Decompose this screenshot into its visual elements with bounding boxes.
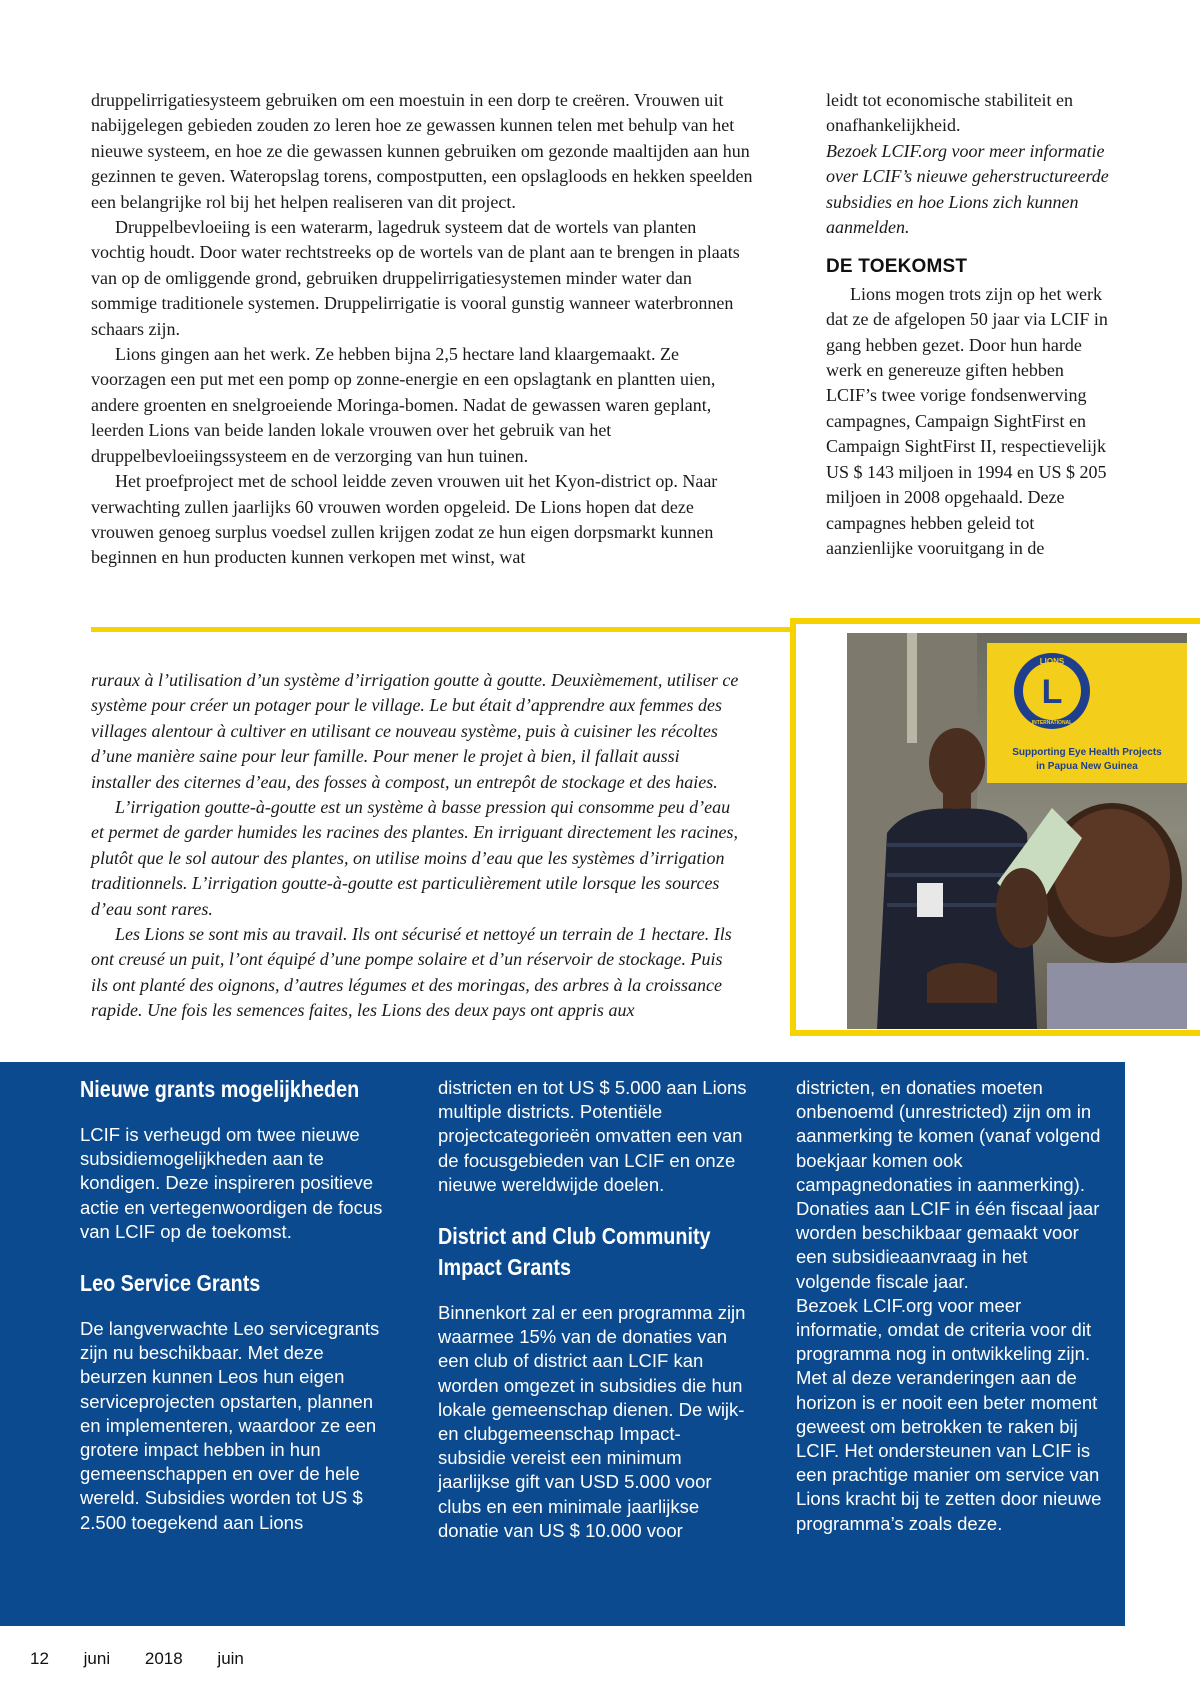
nl-right-visit-note: Bezoek LCIF.org voor meer informatie over LCIF’s nieuwe geherstructureerde subsidies en hoe Lions zich kunnen aanmelden. xyxy=(826,140,1109,238)
panel-text-donations: districten, en donaties moeten onbenoemd (unrestricted) zijn om in aanmerking te komen (vanaf volgend boekjaar komen ook campagnedonaties in aanmerking). Donaties aan LCIF in één fiscaal jaar worden beschikbaar gemaakt voor een subsidieaanvraag in het volgende fiscale jaar. xyxy=(796,1077,1101,1292)
panel-text-leo: De langverwachte Leo servicegrants zijn nu beschikbaar. Met deze beurzen kunnen Leos hun eigen serviceprojecten opstarten, plannen en implementeren, waardoor ze een grotere impact hebben in hun gemeenschappen en over de hele wereld. Subsidies worden tot US $ 2.500 toegekend aan Lions xyxy=(80,1318,380,1533)
panel-text-visit: Bezoek LCIF.org voor meer informatie, omdat de criteria voor dit programma nog in ontwikkeling zijn. xyxy=(796,1294,1092,1365)
photo-illustration xyxy=(847,633,1187,1029)
fr-paragraph-2: L’irrigation goutte-à-goutte est un système à basse pression qui consomme peu d’eau et permet de garder humides les racines des plantes. En irriguant directement les racines, plutôt que le sol autour des plantes, on utilise moins d’eau que les systèmes d’irrigation traditionnels. L’irrigation goutte-à-goutte est particulièrement utile lorsque les sources d’eau sont rares. xyxy=(91,797,739,919)
nl-right-intro: leidt tot economische stabiliteit en onafhankelijkheid. xyxy=(826,90,1073,136)
nl-right-body: Lions mogen trots zijn op het werk dat ze de afgelopen 50 jaar via LCIF in gang hebben gezet. Door hun harde werk en genereuze giften hebben LCIF’s twee vorige fondsenwerving campagnes, Campaign SightFirst en Campaign SightFirst II, respectievelijk US $ 143 miljoen in 1994 en US $ 205 miljoen in 2008 opgehaald. Deze campagnes hebben geleid tot aanzienlijke vooruitgang in de xyxy=(826,283,1108,558)
yellow-divider-rule xyxy=(91,627,791,632)
panel-heading-new-grants: Nieuwe grants mogelijkheden xyxy=(80,1076,360,1102)
nl-paragraph-1: druppelirrigatiesysteem gebruiken om een moestuin in een dorp te creëren. Vrouwen uit nabijgelegen gebieden zouden zo leren hoe ze gewassen kunnen telen met behulp van het nieuwe systeem, en hoe ze die gewassen kunnen gebruiken om gezonde maaltijden aan hun gezinnen te geven. Wateropslag torens, compostputten, een opslagloods en hekken speelden een belangrijke rol bij het helpen realiseren van dit project. xyxy=(91,90,753,212)
panel-column-1 xyxy=(80,1074,390,1535)
nl-paragraph-3: Lions gingen aan het werk. Ze hebben bijna 2,5 hectare land klaargemaakt. Ze voorzagen een put met een pomp op zonne-energie en een opslagtank en plantten uien, andere groenten en snelgroeiende Moringa-bomen. Nadat de gewassen waren geplant, leerden Lions van beide landen lokale vrouwen over het gebruik van het druppelbevloeiingssysteem en de verzorging van hun tuinen. xyxy=(91,344,716,466)
page-number: 12 xyxy=(30,1649,49,1668)
grants-info-panel xyxy=(0,1062,1125,1626)
panel-text-closing: Met al deze veranderingen aan de horizon is er nooit een beter moment geweest om betrokken te raken bij LCIF. Het ondersteunen van LCIF is een prachtige manier om service van Lions kracht bij te zetten door nieuwe programma’s zoals deze. xyxy=(796,1367,1102,1534)
footer-year: 2018 xyxy=(144,1649,183,1668)
svg-text:L: L xyxy=(1041,673,1063,711)
panel-column-2 xyxy=(438,1076,748,1543)
nl-paragraph-4: Het proefproject met de school leidde zeven vrouwen uit het Kyon-district op. Naar verwachting zullen jaarlijks 60 vrouwen worden opgeleid. De Lions hopen dat deze vrouwen genoeg surplus voedsel zullen krijgen zodat ze hun eigen dorpsmarkt kunnen beginnen en hun producten kunnen verkopen met winst, wat xyxy=(91,471,718,568)
panel-text-community-impact: Binnenkort zal er een programma zijn waarmee 15% van de donaties van een club of district aan LCIF kan worden omgezet in subsidies die hun lokale gemeenschap dienen. De wijk- en clubgemeenschap Impact-subsidie vereist een minimum jaarlijkse gift van USD 5.000 voor clubs en een minimale jaarlijkse donatie van US $ 10.000 voor xyxy=(438,1302,746,1541)
section-heading-future: DE TOEKOMST xyxy=(826,256,968,278)
footer-month-nl: juni xyxy=(83,1649,111,1668)
svg-text:INTERNATIONAL: INTERNATIONAL xyxy=(1031,720,1073,726)
photo-lions-eye-health xyxy=(847,633,1187,1029)
banner-text-line-2: in Papua New Guinea xyxy=(1036,761,1138,772)
panel-heading-community-impact: District and Club Community Impact Grants xyxy=(438,1223,711,1281)
panel-text-districts: districten en tot US $ 5.000 aan Lions multiple districts. Potentiële projectcategorieën omvatten een van de focusgebieden van LCIF en onze nieuwe wereldwijde doelen. xyxy=(438,1077,747,1195)
svg-text:LIONS: LIONS xyxy=(1039,657,1065,666)
panel-column-3 xyxy=(796,1076,1106,1536)
lions-banner xyxy=(987,643,1187,783)
dutch-article-left-column xyxy=(91,88,753,571)
banner-text-line-1: Supporting Eye Health Projects xyxy=(1012,747,1162,758)
fr-paragraph-3: Les Lions se sont mis au travail. Ils ont sécurisé et nettoyé un terrain de 1 hectare. Ils ont creusé un puit, l’ont équipé d’une pompe solaire et d’un réservoir de stockage. Puis ils ont planté des oignons, d’autres légumes et des moringas, des arbres à la croissance rapide. Une fois les semences faites, les Lions des deux pays ont appris aux xyxy=(91,924,732,1021)
nl-paragraph-2: Druppelbevloeiing is een waterarm, lagedruk systeem dat de wortels van planten vochtig houdt. Door water rechtstreeks op de wortels van de plant aan te brengen in plaats van op de omliggende grond, gebruiken druppelirrigatiesystemen minder water dan sommige traditionele systemen. Druppelirrigatie is vooral gunstig wanneer waterbronnen schaars zijn. xyxy=(91,217,740,339)
page-footer xyxy=(30,1649,274,1669)
footer-month-fr: juin xyxy=(217,1649,244,1668)
panel-heading-leo-grants: Leo Service Grants xyxy=(80,1270,261,1297)
fr-paragraph-1: ruraux à l’utilisation d’un système d’irrigation goutte à goutte. Deuxièmement, utiliser ce système pour créer un potager pour le village. Le but était d’apprendre aux femmes des villages alentour à cultiver en utilisant ce nouveau système, puis à cuisiner les récoltes d’une manière saine pour leur famille. Pour mener le projet à bien, il fallait aussi installer des citernes d’eau, des fosses à compost, un entrepôt de stockage et des haies. xyxy=(91,670,739,792)
dutch-article-right-column xyxy=(826,88,1116,561)
french-article-column xyxy=(91,668,743,1024)
panel-text-intro: LCIF is verheugd om twee nieuwe subsidiemogelijkheden aan te kondigen. Deze inspireren positieve actie en vertegenwoordigen de focus van LCIF op de toekomst. xyxy=(80,1124,383,1242)
